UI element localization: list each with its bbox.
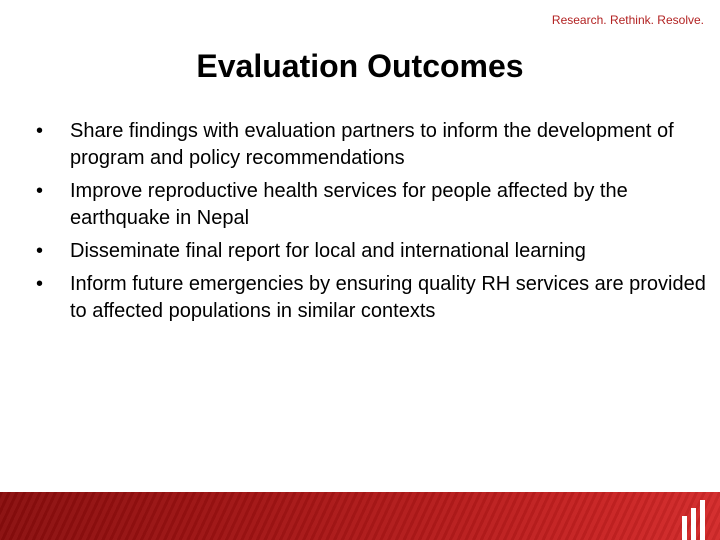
bullet-list — [36, 118, 708, 331]
bullet-item — [36, 238, 708, 265]
bullet-marker: • — [36, 273, 44, 295]
slide-title: Evaluation Outcomes — [196, 48, 524, 84]
bullet-item — [36, 118, 708, 172]
bullet-text: Inform future emergencies by ensuring quality RH services are provided to affected populations in similar contexts — [70, 273, 706, 322]
footer-band — [0, 492, 720, 540]
bullet-item — [36, 271, 708, 325]
bullet-item — [36, 178, 708, 232]
bullet-marker: • — [36, 180, 44, 202]
bars-logo-icon — [680, 496, 710, 540]
tagline: Research. Rethink. Resolve. — [551, 13, 704, 27]
bullet-text: Share findings with evaluation partners to inform the development of program and policy recommendations — [70, 120, 674, 169]
bullet-marker: • — [36, 240, 44, 262]
bullet-text: Disseminate final report for local and international learning — [70, 240, 586, 262]
bullet-text: Improve reproductive health services for people affected by the earthquake in Nepal — [70, 180, 628, 229]
bullet-marker: • — [36, 120, 44, 142]
